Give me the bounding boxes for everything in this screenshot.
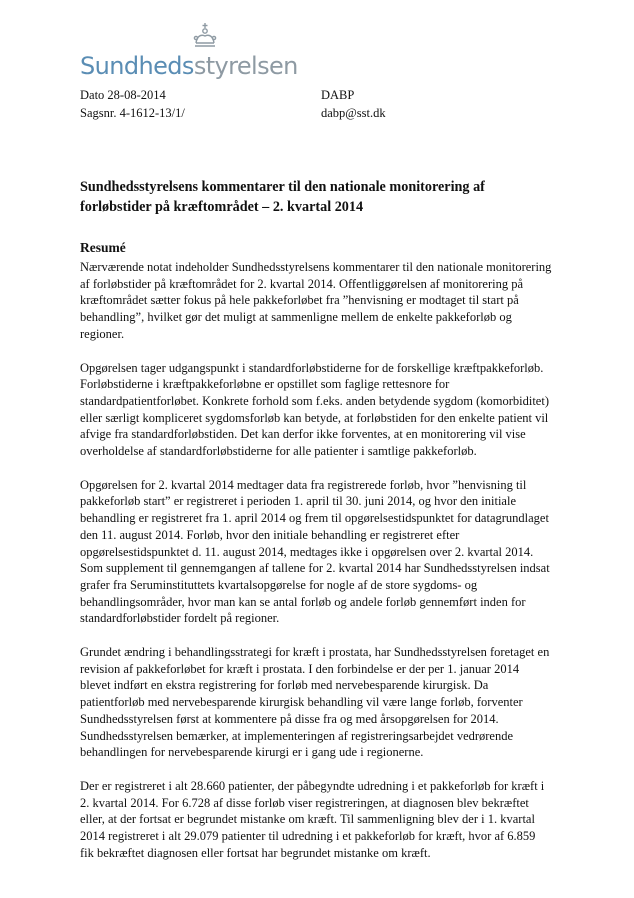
title-line: forløbstider på kræftområdet – 2. kvartal 2014 xyxy=(80,199,364,215)
text-line: Sundhedsstyrelsen bemærker, at implementeringen af registreringsarbejdet vedrørende xyxy=(80,728,514,743)
text-line: revision af pakkeforløbet for kræft i prostata. I den forbindelse er der per 1. januar 2014 xyxy=(80,661,520,676)
brand-logo xyxy=(80,22,298,82)
text-line: patientforløb med nervebesparende kirurgisk behandling vil være lange forløb, forventer xyxy=(80,695,523,710)
text-line: standardforløbstider fordelt på regioner. xyxy=(80,611,280,626)
text-line: Opgørelsen for 2. kvartal 2014 medtager data fra registrerede forløb, hvor ”henvisning til xyxy=(80,477,527,492)
case-number: Sagsnr. 4-1612-13/1/ xyxy=(80,106,185,120)
brand-wordmark-part1: Sundheds xyxy=(80,52,194,80)
text-line: grafer fra Seruminstituttets kvartalsopgørelse for nogle af de store sygdoms- og xyxy=(80,577,478,592)
text-line: Forløbstiderne i kræftpakkeforløbne er opstillet som faglige rettesnore for xyxy=(80,377,450,392)
text-line: standardpatientforløbet. Konkrete forhold som f.eks. anden betydende sygdom (komorbiditet) xyxy=(80,393,549,408)
text-line: Som supplement til gennemgangen af tallene for 2. kvartal 2014 har Sundhedsstyrelsen indsat xyxy=(80,561,550,576)
crown-icon xyxy=(191,22,219,48)
text-line: 2014 registreret i alt 29.079 patienter til udredning i et pakkeforløb for kræft, hvor af 6.859 xyxy=(80,829,536,844)
text-line: behandling er registreret fra 1. april 2014 og frem til opgørelsestidspunktet for datagrundlaget xyxy=(80,511,549,526)
paragraph xyxy=(80,477,560,627)
text-line: eller særligt kompliceret sygdomsforløb kan betyde, at forløbstiden for den enkelte patient vil xyxy=(80,410,549,425)
text-line: pakkeforløb start” er registreret i perioden 1. april til 30. juni 2014, og hvor den initiale xyxy=(80,494,516,509)
text-line: overholdelse af standardforløbstiderne for alle patienter i samtlige pakkeforløb. xyxy=(80,444,477,459)
text-line: fik bekræftet diagnosen eller fortsat har begrundet mistanke om kræft. xyxy=(80,845,431,860)
text-line: blevet indført en ekstra registrering for forløb med nervebesparende kirurgisk. Da xyxy=(80,678,489,693)
text-line: eller, at der fortsat er begrundet mistanke om kræft. Til sammenligning blev der i 1. kvartal xyxy=(80,812,535,827)
text-line: behandling”, hvilket gør det muligt at sammenligne mellem de enkelte pakkeforløb og xyxy=(80,310,512,325)
text-line: den 11. august 2014. Forløb, hvor den initiale behandling er registreret efter xyxy=(80,527,460,542)
document-meta-right xyxy=(321,86,386,122)
paragraph xyxy=(80,778,560,862)
brand-wordmark xyxy=(80,52,298,80)
paragraph xyxy=(80,360,560,460)
text-line: opgørelsestidspunktet d. 11. august 2014, medtages ikke i opgørelsen over 2. kvartal 2014. xyxy=(80,544,534,559)
text-line: behandlingen for nervebesparende kirurgi er i gang ude i regionerne. xyxy=(80,745,424,760)
text-line: kræftområdet sætter fokus på hele pakkeforløbet fra ”henvisning er modtaget til start på xyxy=(80,293,519,308)
title-line: Sundhedsstyrelsens kommentarer til den nationale monitorering af xyxy=(80,179,485,195)
section-heading: Resumé xyxy=(80,240,126,255)
text-line: regioner. xyxy=(80,326,125,341)
text-line: Nærværende notat indeholder Sundhedsstyrelsens kommentarer til den nationale monitorering xyxy=(80,260,552,274)
department: DABP xyxy=(321,88,355,102)
document-date: Dato 28-08-2014 xyxy=(80,88,166,102)
document-meta-left xyxy=(80,86,185,122)
text-line: behandlingsområder, hvor man kan se antal forløb og andele forløb gennemført inden for xyxy=(80,594,526,609)
paragraph xyxy=(80,259,560,343)
text-line: Der er registreret i alt 28.660 patienter, der påbegyndte udredning i et pakkeforløb for kræft i xyxy=(80,778,545,793)
text-line: Opgørelsen tager udgangspunkt i standardforløbstiderne for de forskellige kræftpakkeforløb. xyxy=(80,360,544,375)
brand-wordmark-part2: styrelsen xyxy=(193,52,298,80)
text-line: Grundet ændring i behandlingsstrategi for kræft i prostata, har Sundhedsstyrelsen foretaget en xyxy=(80,645,550,660)
document-body xyxy=(80,259,560,879)
document-title xyxy=(80,177,580,217)
text-line: afvige fra standardforløbstiden. Det kan derfor ikke forventes, at en monitorering vil vise xyxy=(80,427,526,442)
paragraph xyxy=(80,644,560,761)
text-line: Sundhedsstyrelsen først at kommentere på disse fra og med årsopgørelsen for 2014. xyxy=(80,711,499,726)
text-line: af forløbstider på kræftområdet for 2. kvartal 2014. Offentliggørelsen af monitorering på xyxy=(80,276,524,291)
text-line: 2. kvartal 2014. For 6.728 af disse forløb viser registreringen, at diagnosen blev bekræftet xyxy=(80,795,529,810)
contact-email: dabp@sst.dk xyxy=(321,106,386,120)
